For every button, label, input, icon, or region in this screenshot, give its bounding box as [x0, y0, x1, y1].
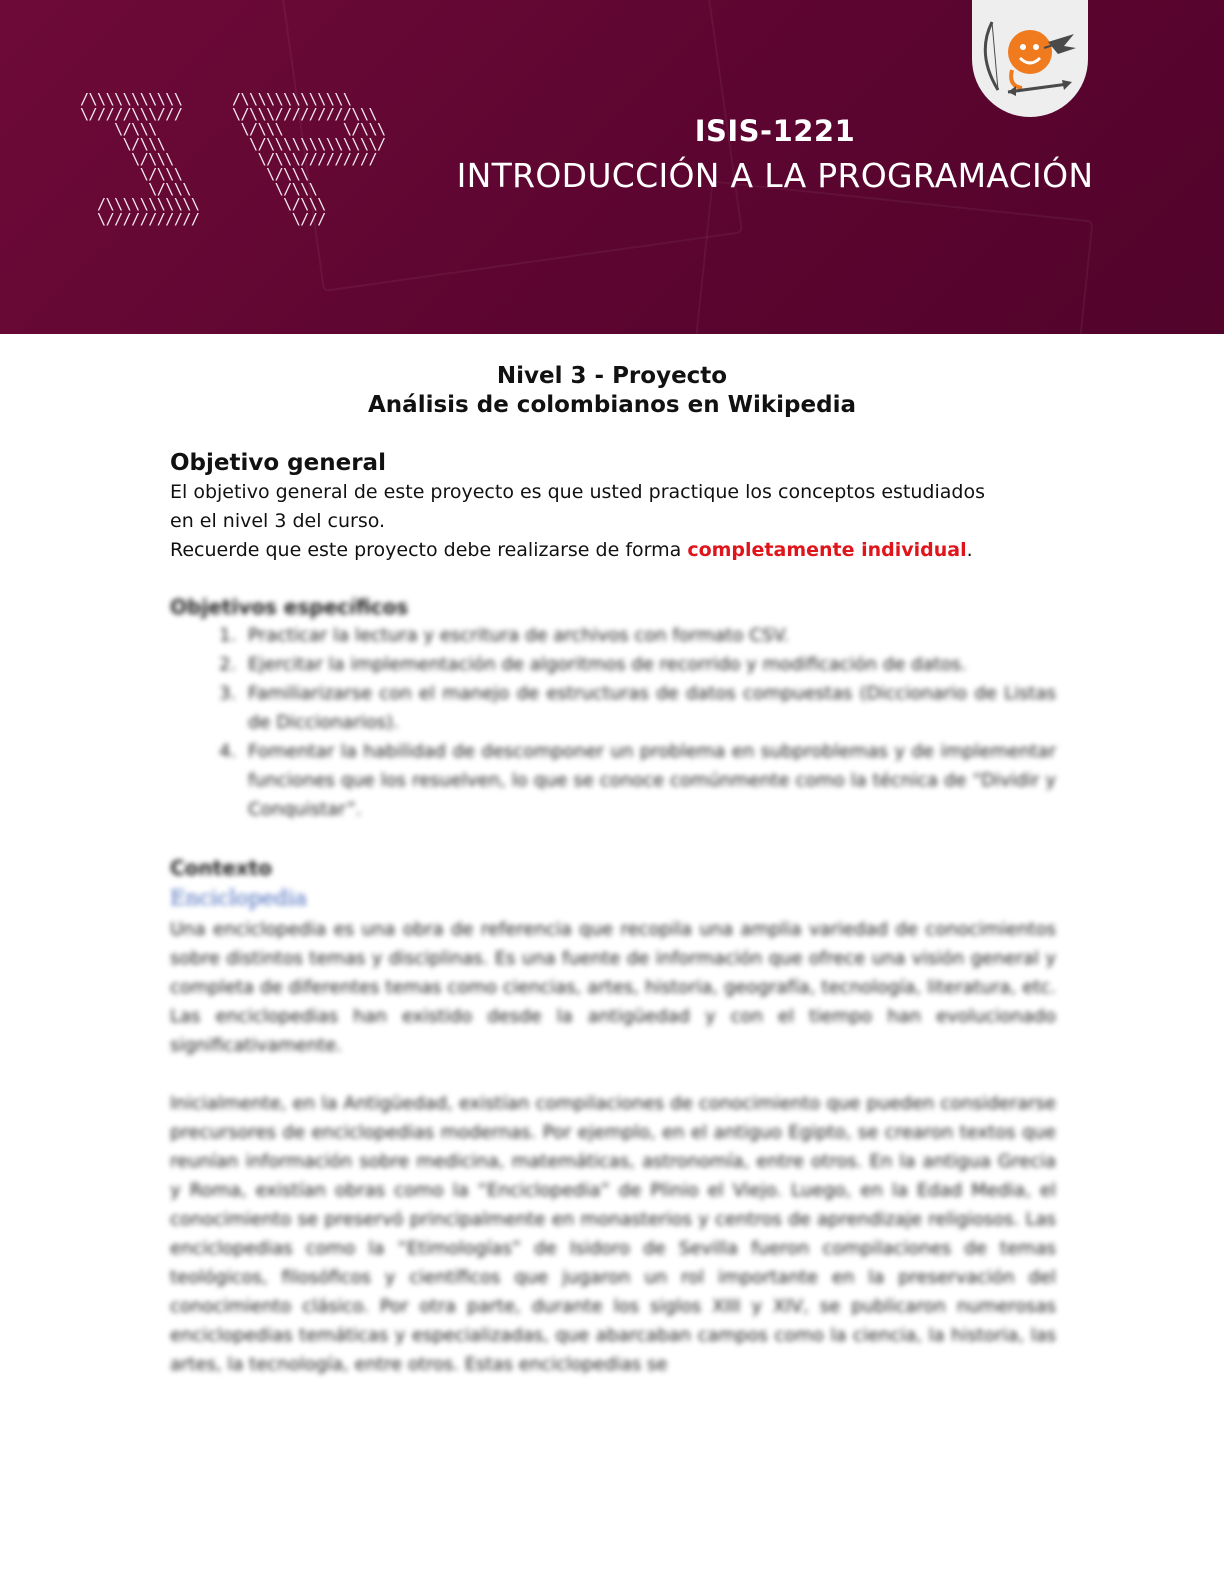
- section-contexto: [170, 854, 1056, 1379]
- contexto-paragraph-2: Inicialmente, en la Antigüedad, existían compilaciones de conocimiento que pueden considerarse precursores de enciclopedias modernas. Por ejemplo, en el antiguo Egipto, se crearon textos que reunían información sobre medicina, matemáticas, astronomía, entre otros. En la antigua Grecia y Roma, existían obras como la “Enciclopedia” de Plinio el Viejo. Luego, en la Edad Media, el conocimiento se preservó principalmente en monasterios y centros de aprendizaje religiosos. Las enciclopedias como la “Etimologías” de Isidoro de Sevilla fueron compilaciones de temas teológicos, filosóficos y científicos que jugaron un rol importante en la preservación del conocimiento clásico. Por otra parte, durante los siglos XIII y XIV, se publicaron numerosas enciclopedias temáticas y especializadas, que abarcaban campos como la ciencia, la historia, las artes, la tecnología, entre otros. Estas enciclopedias se: [170, 1093, 1056, 1375]
- background-keyboard-shape: [690, 180, 1093, 334]
- cupid-logo-icon: [978, 14, 1082, 104]
- logo-tab: [972, 0, 1088, 117]
- document-title: [0, 362, 1224, 420]
- contexto-heading: Contexto: [170, 856, 272, 880]
- course-name: INTRODUCCIÓN A LA PROGRAMACIÓN: [456, 156, 1094, 195]
- list-item: 4. Fomentar la habilidad de descomponer un problema en subproblemas y de implementar funciones que los resuelven, lo que se conoce comúnmente como la técnica de “Dividir y Conquistar”.: [242, 737, 1056, 824]
- objetivo-line-2: en el nivel 3 del curso.: [170, 510, 386, 532]
- objetivo-line-3-suffix: .: [966, 539, 973, 561]
- list-item: 1. Practicar la lectura y escritura de archivos con formato CSV.: [242, 621, 1056, 650]
- list-item: 2. Ejercitar la implementación de algoritmos de recorrido y modificación de datos.: [242, 650, 1056, 679]
- document-body: [170, 448, 1056, 1379]
- ascii-letter-p: /\\\\\\\\\\\\\ \/\\\/////////\\\ \/\\\ \/\\\ \/\\\\\\\\\\\\\/ \/\\\///////// \/\\\ \/\\\ \/\\\ \///: [232, 90, 386, 228]
- title-line-2: Análisis de colombianos en Wikipedia: [368, 392, 856, 418]
- section-objetivos-especificos: [170, 593, 1056, 824]
- ascii-letter-i: /\\\\\\\\\\\ \/////\\\/// \/\\\ \/\\\ \/\\\ \/\\\ \/\\\ /\\\\\\\\\\\ \///////////: [80, 90, 200, 228]
- objetivo-general-text: [170, 478, 1056, 565]
- individual-highlight: completamente individual: [687, 539, 967, 561]
- enciclopedia-subheading: Enciclopedia: [170, 886, 308, 910]
- list-item: 3. Familiarizarse con el manejo de estructuras de datos compuestas (Diccionario de Listas de Diccionarios).: [242, 679, 1056, 737]
- objetivo-general-heading: Objetivo general: [170, 450, 386, 476]
- header-banner: [0, 0, 1224, 334]
- objetivos-especificos-heading: Objetivos específicos: [170, 595, 409, 619]
- course-code: ISIS-1221: [694, 114, 856, 148]
- section-objetivo-general: [170, 448, 1056, 565]
- contexto-paragraph-1: Una enciclopedia es una obra de referencia que recopila una amplia variedad de conocimientos sobre distintos temas y disciplinas. Es una fuente de información que ofrece una visión general y completa de diferentes temas como ciencias, artes, historia, geografía, tecnología, literatura, etc. Las enciclopedias han existido desde la antigüedad y con el tiempo han evolucionado significativamente.: [170, 919, 1056, 1056]
- objetivo-line-1: El objetivo general de este proyecto es que usted practique los conceptos estudiados: [170, 481, 985, 503]
- objetivos-list: [170, 621, 1056, 824]
- objetivo-line-3-prefix: Recuerde que este proyecto debe realizarse de forma: [170, 539, 688, 561]
- title-line-1: Nivel 3 - Proyecto: [496, 363, 728, 389]
